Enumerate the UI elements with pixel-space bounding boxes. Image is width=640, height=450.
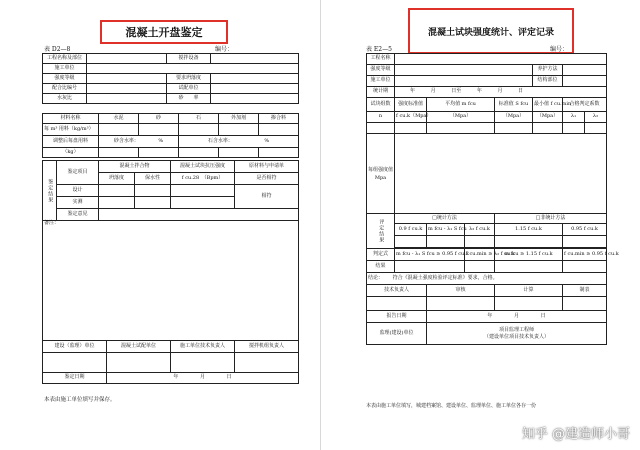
date-day: 日 (226, 374, 232, 381)
label-whether-match: 是否相符 (235, 173, 299, 185)
label-water-retention: 保水性 (135, 173, 171, 185)
label-tech-lead-r: 技术负责人 (367, 285, 427, 297)
right-form-number: 表 E2—5 (366, 46, 392, 53)
value-slump-requirement[interactable] (211, 74, 299, 84)
per-m3-admixture[interactable] (219, 124, 259, 136)
value-strength-grade[interactable] (87, 74, 167, 84)
sign-supervision[interactable] (43, 353, 107, 373)
batch-cement[interactable] (99, 148, 139, 158)
sign-tech-lead[interactable] (171, 353, 235, 373)
period-month-end: 月 (497, 88, 503, 95)
page-divider (320, 0, 321, 450)
label-lab-unit: 试配单位 (167, 84, 211, 94)
value-mix-number[interactable] (87, 84, 167, 94)
result-3[interactable] (495, 261, 563, 273)
actual-water-retention[interactable] (135, 197, 171, 209)
sign-calculator[interactable] (495, 297, 563, 311)
label-supervisor-engineer: 项目监理工程师 (499, 326, 535, 333)
left-materials-table (42, 113, 299, 158)
date-year: 年 (173, 374, 179, 381)
period-year-end: 年 (476, 88, 482, 95)
right-title: 混凝土试块强度统计、评定记录 (408, 8, 574, 54)
value-fcuk[interactable] (395, 123, 427, 134)
label-strength-grade: 强度等级 (43, 74, 87, 84)
label-remarks: 备注： (44, 220, 60, 226)
nonstat-method-checkbox[interactable]: □非统计方法 (495, 214, 607, 224)
label-appraisal-date: 鉴定日期 (43, 373, 107, 384)
remarks-area[interactable] (43, 221, 299, 341)
label-lambda1: λ₁ (563, 112, 585, 123)
stone-moisture-field[interactable] (179, 136, 299, 148)
label-group-strength (367, 134, 395, 214)
value-c115[interactable] (495, 236, 563, 248)
label-l2fcuk: λ₂ f cu.k (465, 224, 495, 236)
design-strength[interactable] (171, 185, 235, 197)
label-strength-grade-r: 强度等级 (367, 65, 395, 76)
label-result: 结果 (367, 261, 395, 273)
stone-moisture-percent: % (264, 137, 270, 144)
label-wc-ratio: 水灰比 (43, 94, 87, 104)
label-min-unit: （Mpa） (533, 112, 563, 123)
label-sand-moisture: 砂含水率： (113, 137, 139, 144)
left-page-concrete-opening-appraisal (0, 0, 300, 450)
sign-header-tech-lead: 施工单位技术负责人 (171, 341, 235, 353)
design-slump[interactable] (99, 185, 135, 197)
label-fcuk-mpa: f cu.k（Mpa） (395, 112, 427, 123)
label-std-dev: 标准值 S fcu (495, 98, 533, 112)
label-calculator: 计算 (495, 285, 563, 297)
label-compressive-strength: 混凝土试块抗压强度 (171, 161, 235, 173)
judge-formula-1: m fcu - λ₁ S fcu ≥ 0.95 f cu.k (395, 249, 465, 261)
report-day: 日 (540, 312, 546, 319)
material-cement: 水泥 (99, 114, 139, 124)
label-project-name-r: 工程名称 (367, 54, 395, 65)
sign-mixer-lead[interactable] (235, 353, 299, 373)
sign-reviewer[interactable] (427, 297, 495, 311)
label-lambda2: λ₂ (585, 112, 607, 123)
label-verify-item: 鉴定项目 (57, 161, 99, 185)
value-material-match[interactable]: 相符 (235, 185, 299, 209)
label-coefficient: 合格判定系数 (563, 98, 607, 112)
label-material-name: 材料名称 (43, 114, 99, 124)
report-year: 年 (487, 312, 493, 319)
right-info-table (366, 53, 619, 345)
result-2[interactable] (465, 261, 495, 273)
label-n: n (367, 112, 395, 123)
sign-preparer[interactable] (563, 297, 607, 311)
label-reviewer: 审核 (427, 285, 495, 297)
value-c09[interactable] (395, 236, 427, 248)
label-mixer: 搅拌设备 (167, 54, 211, 64)
material-stone: 石 (179, 114, 219, 124)
label-adjusted-unit: （kg） (43, 148, 99, 158)
judge-formula-4: f cu.min ≥ 0.95 f cu.k (563, 249, 607, 261)
value-lab-unit[interactable] (211, 84, 299, 94)
label-mix-number: 配合比编号 (43, 84, 87, 94)
label-stat-period: 统计期 (367, 87, 395, 98)
label-sand-ratio: 砂 率 (167, 94, 211, 104)
judge-formula-2: f cu.min ≥ λ₂ f cu.k (465, 249, 495, 261)
sign-lab[interactable] (107, 353, 171, 373)
label-preparer: 制表 (563, 285, 607, 297)
label-project-name: 工程名称及部位 (43, 54, 87, 64)
left-serial-number-label: 编号： (215, 46, 234, 53)
stat-method-checkbox[interactable]: □统计方法 (395, 214, 495, 224)
period-month-start: 月 (430, 88, 436, 95)
value-curing[interactable] (563, 65, 607, 76)
value-opinion[interactable] (99, 209, 299, 221)
label-slump: 坍落度 (99, 173, 135, 185)
right-page-strength-statistics (340, 0, 640, 450)
date-month: 月 (200, 374, 206, 381)
per-m3-sand[interactable] (139, 124, 179, 136)
left-remarks-signature-table (42, 220, 299, 384)
value-wc-ratio[interactable] (87, 94, 167, 104)
batch-sand[interactable] (139, 148, 179, 158)
value-c095[interactable] (563, 236, 607, 248)
label-construction-unit-r: 施工单位 (367, 76, 395, 87)
material-admixture: 外加剂 (219, 114, 259, 124)
conclusion-text: 符合《混凝土强度检验评定标准》要求，合格。 (392, 274, 498, 281)
material-sand: 砂 (139, 114, 179, 124)
left-info-table (42, 53, 299, 104)
result-1[interactable] (395, 261, 465, 273)
sand-moisture-percent: % (158, 137, 164, 144)
label-judge-type: 判定式 (367, 249, 395, 261)
left-title: 混凝土开盘鉴定 (100, 20, 228, 44)
label-c09: 0.9 f cu.k (395, 224, 427, 236)
per-m3-stone[interactable] (179, 124, 219, 136)
label-workability: 混凝土拌合物 (99, 161, 171, 173)
label-c095: 0.95 f cu.k (563, 224, 607, 236)
actual-slump[interactable] (99, 197, 135, 209)
batch-admixture[interactable] (219, 148, 259, 158)
label-material-match: 原材料与申请单 (235, 161, 299, 173)
value-project-name-r[interactable] (395, 54, 607, 65)
label-min-value: 最小值 f cu.min (533, 98, 563, 112)
conclusion-row[interactable] (367, 273, 607, 285)
batch-mineral-additive[interactable] (259, 148, 299, 158)
value-l2fcuk[interactable] (465, 236, 495, 248)
label-curing: 养护方法 (533, 65, 563, 76)
value-appraisal-date[interactable] (107, 373, 299, 384)
value-structure-part[interactable] (563, 76, 607, 87)
group-strength-values[interactable] (395, 134, 607, 214)
sign-header-lab: 混凝土试配单位 (107, 341, 171, 353)
label-sample-groups: 试块组数 (367, 98, 395, 112)
left-verification-table (42, 160, 299, 221)
period-year-start: 年 (410, 88, 416, 95)
label-structure-part: 结构部位 (533, 76, 563, 87)
period-day-start: 日至 (451, 88, 462, 95)
sand-moisture-field[interactable] (99, 136, 179, 148)
per-m3-mineral-additive[interactable] (259, 124, 299, 136)
label-std-value: 强度标准值 (395, 98, 427, 112)
label-owner-tech-lead: （建设单位项目技术负责人） (484, 333, 550, 340)
value-mixer[interactable] (211, 54, 299, 64)
value-std[interactable] (495, 123, 533, 134)
report-month: 月 (514, 312, 520, 319)
per-m3-cement[interactable] (99, 124, 139, 136)
value-m-l1s[interactable] (427, 236, 465, 248)
value-stat-period[interactable] (395, 87, 607, 98)
supervision-signature[interactable] (427, 323, 607, 345)
group-strength-text: 每组强度值 Mpa (368, 166, 394, 181)
batch-stone[interactable] (179, 148, 219, 158)
label-std-unit: （Mpa） (495, 112, 533, 123)
label-avg-value: 平均值 m fcu (427, 98, 495, 112)
result-4[interactable] (563, 261, 607, 273)
label-slump-requirement: 要求坍落度 (167, 74, 211, 84)
value-n[interactable] (367, 123, 395, 134)
sign-header-mixer-lead: 搅拌机组负责人 (235, 341, 299, 353)
label-stone-moisture: 石含水率： (207, 137, 233, 144)
label-actual: 实测 (57, 197, 99, 209)
label-per-m3: 每 m³ 用料（kg/m³） (43, 124, 99, 136)
judge-formula-3: m fcu ≥ 1.15 f cu.k (495, 249, 563, 261)
label-verify-result: 鉴定结果 (43, 161, 57, 221)
sign-tech-lead-r[interactable] (367, 297, 427, 311)
value-lambda2[interactable] (585, 123, 607, 134)
value-min[interactable] (533, 123, 563, 134)
value-project-name[interactable] (87, 54, 167, 64)
zhihu-watermark: 知乎 @建造师小哥 (521, 427, 630, 442)
label-design: 设计 (57, 185, 99, 197)
material-mineral-additive: 掺合料 (259, 114, 299, 124)
label-avg-unit: （Mpa） (427, 112, 495, 123)
value-construction-unit[interactable] (87, 64, 299, 74)
label-c115: 1.15 f cu.k (495, 224, 563, 236)
actual-strength[interactable] (171, 197, 235, 209)
right-serial-number-label: 编号： (550, 46, 569, 53)
design-water-retention[interactable] (135, 185, 171, 197)
left-footnote: 本表由施工单位填写并保存。 (44, 397, 116, 403)
period-day-end: 日 (518, 88, 524, 95)
label-construction-unit: 施工单位 (43, 64, 87, 74)
label-conclusion: 结论： (368, 274, 384, 281)
value-lambda1[interactable] (563, 123, 585, 134)
value-strength-grade-r[interactable] (395, 65, 533, 76)
label-opinion: 鉴定意见 (57, 209, 99, 221)
label-adjusted-batch: 调整后每盘用料 (43, 136, 99, 148)
value-sand-ratio[interactable] (211, 94, 299, 104)
right-footnote: 本表由施工单位填写，城建档案馆、建设单位、监理单位、施工单位各存一份 (366, 403, 537, 409)
value-report-date[interactable] (427, 311, 607, 323)
left-form-number: 表 D2—8 (44, 46, 71, 53)
label-fcu28: f cu.28 （Bpm） (171, 173, 235, 185)
sign-header-supervision: 建设（监理）单位 (43, 341, 107, 353)
label-supervision-unit: 监理(建设)单位 (367, 323, 427, 345)
label-report-date: 报告日期 (367, 311, 427, 323)
label-m-l1s: m fcu - λ₁ S fcu (427, 224, 465, 236)
label-eval-result: 评定结果 (367, 214, 395, 249)
value-construction-unit-r[interactable] (395, 76, 533, 87)
value-avg[interactable] (427, 123, 495, 134)
